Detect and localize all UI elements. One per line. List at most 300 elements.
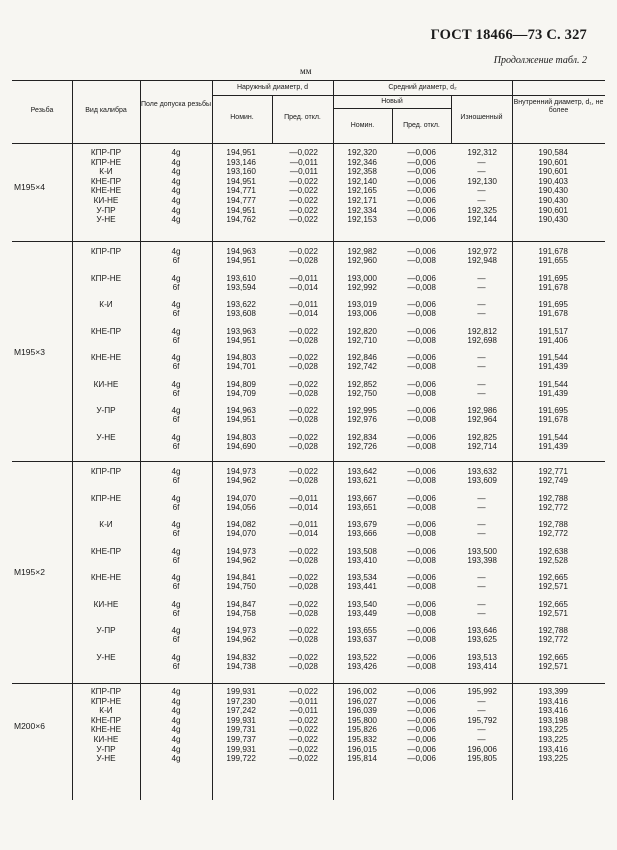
inner-diameter-cell: 191,678	[538, 282, 568, 292]
mean-nominal-cell: 192,165	[347, 186, 377, 196]
tolerance-cell: 4g	[171, 573, 181, 582]
mean-deviation-cell: —0,008	[407, 415, 436, 425]
outer-nominal-cell: 194,962	[226, 476, 256, 486]
outer-deviation-cell: —0,011	[289, 706, 318, 716]
tolerance-cell: 4g	[171, 273, 181, 283]
mean-deviation-cell: —0,006	[407, 176, 436, 186]
inner-diameter-cell: 192,665	[538, 652, 568, 662]
mean-nominal-cell: 192,140	[347, 176, 377, 186]
tolerance-cell: 6f	[172, 582, 180, 592]
mean-deviation-cell: —0,006	[407, 167, 436, 177]
inner-diameter-cell: 190,403	[538, 176, 568, 186]
gauge-type-cell: КПР-ПР	[90, 148, 122, 157]
tolerance-cell: 4g	[171, 493, 181, 503]
mean-deviation-cell: —0,008	[407, 661, 436, 671]
inner-diameter-cell: 190,601	[538, 167, 568, 177]
outer-deviation-cell: —0,022	[289, 652, 318, 662]
mean-nominal-cell: 195,814	[347, 754, 377, 764]
col-header-mean-nominal: Номин.	[350, 122, 375, 129]
worn-cell: —	[477, 167, 486, 177]
outer-deviation-cell: —0,011	[289, 157, 318, 167]
worn-cell: 192,325	[467, 205, 497, 215]
mean-deviation-cell: —0,008	[407, 309, 436, 319]
worn-cell: —	[477, 388, 486, 398]
mean-deviation-cell: —0,006	[407, 706, 436, 716]
worn-cell: 195,792	[467, 715, 497, 725]
outer-nominal-cell: 199,731	[226, 725, 256, 735]
inner-diameter-cell: 193,198	[538, 715, 568, 725]
outer-nominal-cell: 193,610	[226, 273, 256, 283]
gauge-type-cell: У-НЕ	[96, 652, 116, 662]
inner-diameter-cell: 191,439	[538, 388, 568, 398]
tolerance-cell: 4g	[171, 379, 181, 389]
outer-deviation-cell: —0,028	[289, 582, 318, 592]
tolerance-cell: 4g	[171, 735, 181, 744]
mean-deviation-cell: —0,006	[407, 379, 436, 389]
gauge-type-cell: К-И	[99, 167, 113, 177]
outer-deviation-cell: —0,028	[289, 388, 318, 398]
gauge-type-cell: КИ-НЕ	[93, 735, 119, 744]
inner-diameter-cell: 191,544	[538, 432, 568, 442]
inner-diameter-cell: 193,225	[538, 725, 568, 735]
worn-cell: —	[477, 582, 486, 592]
tolerance-cell: 4g	[171, 706, 181, 716]
outer-deviation-cell: —0,022	[289, 379, 318, 389]
worn-cell: 192,948	[467, 256, 497, 266]
inner-diameter-cell: 191,439	[538, 441, 568, 451]
outer-deviation-cell: —0,028	[289, 415, 318, 425]
tolerance-cell: 4g	[171, 186, 181, 196]
outer-deviation-cell: —0,028	[289, 362, 318, 372]
mean-nominal-cell: 196,002	[347, 687, 377, 696]
mean-deviation-cell: —0,006	[407, 406, 436, 415]
outer-nominal-cell: 194,847	[226, 599, 256, 609]
unit-label: мм	[300, 66, 312, 76]
inner-diameter-cell: 191,695	[538, 300, 568, 309]
inner-diameter-cell: 192,571	[538, 608, 568, 618]
tolerance-cell: 6f	[172, 476, 180, 486]
mean-nominal-cell: 195,826	[347, 725, 377, 735]
mean-nominal-cell: 193,651	[347, 502, 377, 512]
gauge-type-cell: К-И	[99, 520, 113, 529]
gauge-type-cell: КНЕ-НЕ	[90, 725, 122, 735]
worn-cell: —	[477, 300, 486, 309]
tolerance-cell: 4g	[171, 205, 181, 215]
outer-nominal-cell: 194,962	[226, 555, 256, 565]
thread-label: M195×3	[14, 346, 45, 357]
outer-nominal-cell: 194,056	[226, 502, 256, 512]
mean-nominal-cell: 193,006	[347, 309, 377, 319]
outer-nominal-cell: 194,777	[226, 196, 256, 205]
tolerance-cell: 4g	[171, 652, 181, 662]
tolerance-cell: 4g	[171, 725, 181, 735]
tolerance-cell: 6f	[172, 635, 180, 645]
outer-deviation-cell: —0,014	[289, 282, 318, 292]
mean-deviation-cell: —0,006	[407, 599, 436, 609]
outer-deviation-cell: —0,022	[289, 196, 318, 205]
gauge-type-cell: У-ПР	[96, 406, 116, 415]
gauge-type-cell: КНЕ-НЕ	[90, 186, 122, 196]
gauge-type-cell: КНЕ-ПР	[90, 546, 122, 556]
mean-nominal-cell: 193,540	[347, 599, 377, 609]
mean-nominal-cell: 195,832	[347, 735, 377, 744]
inner-diameter-cell: 192,772	[538, 529, 568, 539]
outer-nominal-cell: 199,931	[226, 687, 256, 696]
outer-deviation-cell: —0,022	[289, 215, 318, 225]
mean-nominal-cell: 193,449	[347, 608, 377, 618]
gauge-type-cell: У-ПР	[96, 744, 116, 754]
inner-diameter-cell: 193,416	[538, 744, 568, 754]
tolerance-cell: 6f	[172, 502, 180, 512]
worn-cell: —	[477, 502, 486, 512]
gauge-type-cell: КПР-ПР	[90, 247, 122, 256]
mean-nominal-cell: 193,426	[347, 661, 377, 671]
continuation-label: Продолжение табл. 2	[493, 55, 587, 66]
gauge-type-cell: КНЕ-ПР	[90, 326, 122, 336]
mean-deviation-cell: —0,006	[407, 725, 436, 735]
col-header-mean-deviation: Пред. откл.	[403, 122, 440, 129]
inner-diameter-cell: 192,788	[538, 626, 568, 635]
mean-deviation-cell: —0,006	[407, 432, 436, 442]
section-divider	[12, 683, 605, 684]
outer-nominal-cell: 193,160	[226, 167, 256, 177]
gauge-type-cell: У-НЕ	[96, 754, 116, 764]
inner-diameter-cell: 191,544	[538, 353, 568, 362]
worn-cell: 192,144	[467, 215, 497, 225]
tolerance-cell: 4g	[171, 196, 181, 205]
inner-diameter-cell: 190,430	[538, 186, 568, 196]
outer-nominal-cell: 194,070	[226, 529, 256, 539]
worn-cell: —	[477, 362, 486, 372]
inner-diameter-cell: 190,430	[538, 215, 568, 225]
mean-nominal-cell: 193,621	[347, 476, 377, 486]
inner-diameter-cell: 193,225	[538, 754, 568, 764]
worn-cell: 195,992	[467, 687, 497, 696]
mean-deviation-cell: —0,006	[407, 196, 436, 205]
outer-deviation-cell: —0,022	[289, 148, 318, 157]
worn-cell: 192,698	[467, 335, 497, 345]
tolerance-cell: 4g	[171, 353, 181, 362]
worn-cell: 193,414	[467, 661, 497, 671]
outer-deviation-cell: —0,022	[289, 754, 318, 764]
outer-nominal-cell: 194,951	[226, 415, 256, 425]
outer-deviation-cell: —0,022	[289, 406, 318, 415]
col-header-gauge-type: Вид калибра	[85, 107, 127, 114]
tolerance-cell: 4g	[171, 696, 181, 706]
tolerance-cell: 4g	[171, 167, 181, 177]
outer-nominal-cell: 194,762	[226, 215, 256, 225]
outer-nominal-cell: 199,722	[226, 754, 256, 764]
inner-diameter-cell: 193,399	[538, 687, 568, 696]
tolerance-cell: 4g	[171, 467, 181, 476]
outer-nominal-cell: 194,709	[226, 388, 256, 398]
mean-deviation-cell: —0,006	[407, 326, 436, 336]
outer-deviation-cell: —0,022	[289, 205, 318, 215]
inner-diameter-cell: 191,678	[538, 309, 568, 319]
outer-nominal-cell: 199,737	[226, 735, 256, 744]
gauge-type-cell: У-ПР	[96, 626, 116, 635]
mean-nominal-cell: 196,039	[347, 706, 377, 716]
gauge-type-cell: К-И	[99, 300, 113, 309]
gauge-type-cell: КНЕ-ПР	[90, 176, 122, 186]
outer-deviation-cell: —0,022	[289, 247, 318, 256]
mean-deviation-cell: —0,008	[407, 582, 436, 592]
gauge-type-cell: КПР-НЕ	[90, 696, 122, 706]
outer-deviation-cell: —0,022	[289, 432, 318, 442]
outer-nominal-cell: 194,841	[226, 573, 256, 582]
tolerance-cell: 6f	[172, 441, 180, 451]
mean-deviation-cell: —0,006	[407, 520, 436, 529]
mean-nominal-cell: 192,834	[347, 432, 377, 442]
tolerance-cell: 6f	[172, 661, 180, 671]
inner-diameter-cell: 190,601	[538, 157, 568, 167]
tolerance-cell: 6f	[172, 256, 180, 266]
outer-nominal-cell: 193,608	[226, 309, 256, 319]
worn-cell: —	[477, 735, 486, 744]
mean-deviation-cell: —0,006	[407, 186, 436, 196]
outer-deviation-cell: —0,028	[289, 555, 318, 565]
outer-deviation-cell: —0,022	[289, 687, 318, 696]
mean-nominal-cell: 192,346	[347, 157, 377, 167]
col-header-worn: Изношенный	[460, 114, 503, 121]
worn-cell: 193,609	[467, 476, 497, 486]
gauge-type-cell: КИ-НЕ	[93, 599, 119, 609]
outer-nominal-cell: 194,951	[226, 176, 256, 186]
gauge-type-cell: У-НЕ	[96, 215, 116, 225]
tolerance-cell: 6f	[172, 362, 180, 372]
mean-nominal-cell: 192,992	[347, 282, 377, 292]
worn-cell: 192,130	[467, 176, 497, 186]
tolerance-cell: 4g	[171, 520, 181, 529]
inner-diameter-cell: 192,571	[538, 582, 568, 592]
mean-nominal-cell: 192,710	[347, 335, 377, 345]
mean-deviation-cell: —0,006	[407, 353, 436, 362]
mean-deviation-cell: —0,006	[407, 273, 436, 283]
outer-nominal-cell: 194,701	[226, 362, 256, 372]
outer-deviation-cell: —0,022	[289, 626, 318, 635]
worn-cell: —	[477, 520, 486, 529]
tolerance-cell: 4g	[171, 744, 181, 754]
outer-deviation-cell: —0,022	[289, 744, 318, 754]
mean-nominal-cell: 192,846	[347, 353, 377, 362]
outer-deviation-cell: —0,022	[289, 353, 318, 362]
outer-deviation-cell: —0,022	[289, 467, 318, 476]
mean-deviation-cell: —0,006	[407, 573, 436, 582]
outer-deviation-cell: —0,011	[289, 520, 318, 529]
gauge-type-cell: КИ-НЕ	[93, 379, 119, 389]
gauge-type-cell: КНЕ-НЕ	[90, 353, 122, 362]
tolerance-cell: 4g	[171, 715, 181, 725]
outer-deviation-cell: —0,028	[289, 256, 318, 266]
mean-nominal-cell: 192,852	[347, 379, 377, 389]
mean-nominal-cell: 193,655	[347, 626, 377, 635]
gauge-type-cell: КПР-НЕ	[90, 157, 122, 167]
mean-nominal-cell: 192,750	[347, 388, 377, 398]
outer-nominal-cell: 194,973	[226, 626, 256, 635]
worn-cell: 193,398	[467, 555, 497, 565]
inner-diameter-cell: 192,772	[538, 635, 568, 645]
inner-diameter-cell: 192,788	[538, 493, 568, 503]
inner-diameter-cell: 192,749	[538, 476, 568, 486]
mean-deviation-cell: —0,006	[407, 300, 436, 309]
outer-deviation-cell: —0,022	[289, 725, 318, 735]
worn-cell: —	[477, 706, 486, 716]
worn-cell: 192,714	[467, 441, 497, 451]
mean-deviation-cell: —0,008	[407, 388, 436, 398]
mean-deviation-cell: —0,008	[407, 476, 436, 486]
outer-nominal-cell: 194,951	[226, 256, 256, 266]
mean-deviation-cell: —0,006	[407, 652, 436, 662]
outer-nominal-cell: 194,963	[226, 406, 256, 415]
mean-nominal-cell: 196,015	[347, 744, 377, 754]
mean-nominal-cell: 193,667	[347, 493, 377, 503]
col-header-tolerance: Поле допуска резьбы	[141, 101, 211, 108]
outer-deviation-cell: —0,022	[289, 186, 318, 196]
page-title: ГОСТ 18466—73 С. 327	[430, 27, 587, 43]
outer-nominal-cell: 194,973	[226, 546, 256, 556]
worn-cell: —	[477, 196, 486, 205]
col-header-outer-nominal: Номин.	[230, 114, 254, 121]
mean-nominal-cell: 196,027	[347, 696, 377, 706]
worn-cell: 192,825	[467, 432, 497, 442]
outer-deviation-cell: —0,028	[289, 476, 318, 486]
outer-nominal-cell: 194,803	[226, 432, 256, 442]
mean-deviation-cell: —0,008	[407, 635, 436, 645]
worn-cell: —	[477, 353, 486, 362]
mean-deviation-cell: —0,006	[407, 696, 436, 706]
inner-diameter-cell: 192,665	[538, 573, 568, 582]
outer-nominal-cell: 193,146	[226, 157, 256, 167]
gauge-type-cell: КНЕ-ПР	[90, 715, 122, 725]
tolerance-cell: 4g	[171, 326, 181, 336]
mean-deviation-cell: —0,006	[407, 157, 436, 167]
outer-deviation-cell: —0,011	[289, 493, 318, 503]
outer-deviation-cell: —0,028	[289, 608, 318, 618]
inner-diameter-cell: 193,416	[538, 706, 568, 716]
tolerance-cell: 4g	[171, 687, 181, 696]
worn-cell: —	[477, 157, 486, 167]
mean-deviation-cell: —0,008	[407, 256, 436, 266]
mean-nominal-cell: 192,334	[347, 205, 377, 215]
tolerance-cell: 6f	[172, 608, 180, 618]
mean-deviation-cell: —0,006	[407, 626, 436, 635]
mean-nominal-cell: 192,976	[347, 415, 377, 425]
mean-nominal-cell: 193,410	[347, 555, 377, 565]
tolerance-cell: 4g	[171, 300, 181, 309]
mean-deviation-cell: —0,006	[407, 754, 436, 764]
outer-nominal-cell: 197,242	[226, 706, 256, 716]
worn-cell: 192,812	[467, 326, 497, 336]
mean-deviation-cell: —0,006	[407, 546, 436, 556]
outer-deviation-cell: —0,022	[289, 573, 318, 582]
gauge-type-cell: К-И	[99, 706, 113, 716]
outer-deviation-cell: —0,028	[289, 441, 318, 451]
mean-nominal-cell: 192,982	[347, 247, 377, 256]
mean-nominal-cell: 193,666	[347, 529, 377, 539]
mean-nominal-cell: 192,995	[347, 406, 377, 415]
worn-cell: 193,513	[467, 652, 497, 662]
mean-deviation-cell: —0,008	[407, 529, 436, 539]
tolerance-cell: 4g	[171, 215, 181, 225]
inner-diameter-cell: 191,695	[538, 273, 568, 283]
tolerance-cell: 6f	[172, 388, 180, 398]
gauge-type-cell: КПР-НЕ	[90, 493, 122, 503]
mean-deviation-cell: —0,006	[407, 215, 436, 225]
mean-nominal-cell: 193,000	[347, 273, 377, 283]
outer-deviation-cell: —0,028	[289, 635, 318, 645]
worn-cell: 193,625	[467, 635, 497, 645]
mean-deviation-cell: —0,006	[407, 205, 436, 215]
mean-deviation-cell: —0,006	[407, 715, 436, 725]
outer-deviation-cell: —0,011	[289, 696, 318, 706]
col-header-outer-diameter: Наружный диаметр, d	[236, 84, 309, 91]
outer-nominal-cell: 199,931	[226, 715, 256, 725]
mean-nominal-cell: 193,642	[347, 467, 377, 476]
worn-cell: —	[477, 599, 486, 609]
inner-diameter-cell: 190,601	[538, 205, 568, 215]
outer-deviation-cell: —0,028	[289, 661, 318, 671]
outer-nominal-cell: 194,738	[226, 661, 256, 671]
section-divider	[12, 241, 605, 242]
worn-cell: —	[477, 379, 486, 389]
worn-cell: 193,646	[467, 626, 497, 635]
gauge-type-cell: КПР-НЕ	[90, 273, 122, 283]
worn-cell: —	[477, 696, 486, 706]
col-header-inner-diameter: Внутренний диаметр, d₁, не более	[513, 99, 604, 114]
worn-cell: —	[477, 282, 486, 292]
inner-diameter-cell: 192,788	[538, 520, 568, 529]
outer-nominal-cell: 194,962	[226, 635, 256, 645]
tolerance-cell: 6f	[172, 335, 180, 345]
tolerance-cell: 4g	[171, 406, 181, 415]
outer-deviation-cell: —0,022	[289, 326, 318, 336]
section-divider	[12, 461, 605, 462]
tolerance-cell: 6f	[172, 309, 180, 319]
outer-nominal-cell: 194,832	[226, 652, 256, 662]
outer-nominal-cell: 194,973	[226, 467, 256, 476]
worn-cell: —	[477, 529, 486, 539]
tolerance-cell: 4g	[171, 148, 181, 157]
outer-nominal-cell: 194,951	[226, 335, 256, 345]
mean-nominal-cell: 195,800	[347, 715, 377, 725]
worn-cell: —	[477, 273, 486, 283]
tolerance-cell: 4g	[171, 176, 181, 186]
inner-diameter-cell: 192,771	[538, 467, 568, 476]
worn-cell: 193,500	[467, 546, 497, 556]
outer-nominal-cell: 194,750	[226, 582, 256, 592]
tolerance-cell: 6f	[172, 282, 180, 292]
inner-diameter-cell: 192,571	[538, 661, 568, 671]
worn-cell: —	[477, 573, 486, 582]
mean-deviation-cell: —0,006	[407, 744, 436, 754]
mean-nominal-cell: 192,820	[347, 326, 377, 336]
outer-deviation-cell: —0,011	[289, 167, 318, 177]
outer-nominal-cell: 194,082	[226, 520, 256, 529]
mean-nominal-cell: 193,679	[347, 520, 377, 529]
gauge-type-cell: У-ПР	[96, 205, 116, 215]
gauge-type-cell: КПР-ПР	[90, 687, 122, 696]
worn-cell: 192,986	[467, 406, 497, 415]
tolerance-cell: 6f	[172, 555, 180, 565]
mean-deviation-cell: —0,006	[407, 148, 436, 157]
inner-diameter-cell: 192,665	[538, 599, 568, 609]
worn-cell: —	[477, 309, 486, 319]
outer-nominal-cell: 197,230	[226, 696, 256, 706]
thread-label: M195×2	[14, 566, 45, 577]
inner-diameter-cell: 192,638	[538, 546, 568, 556]
mean-nominal-cell: 193,637	[347, 635, 377, 645]
outer-deviation-cell: —0,014	[289, 529, 318, 539]
